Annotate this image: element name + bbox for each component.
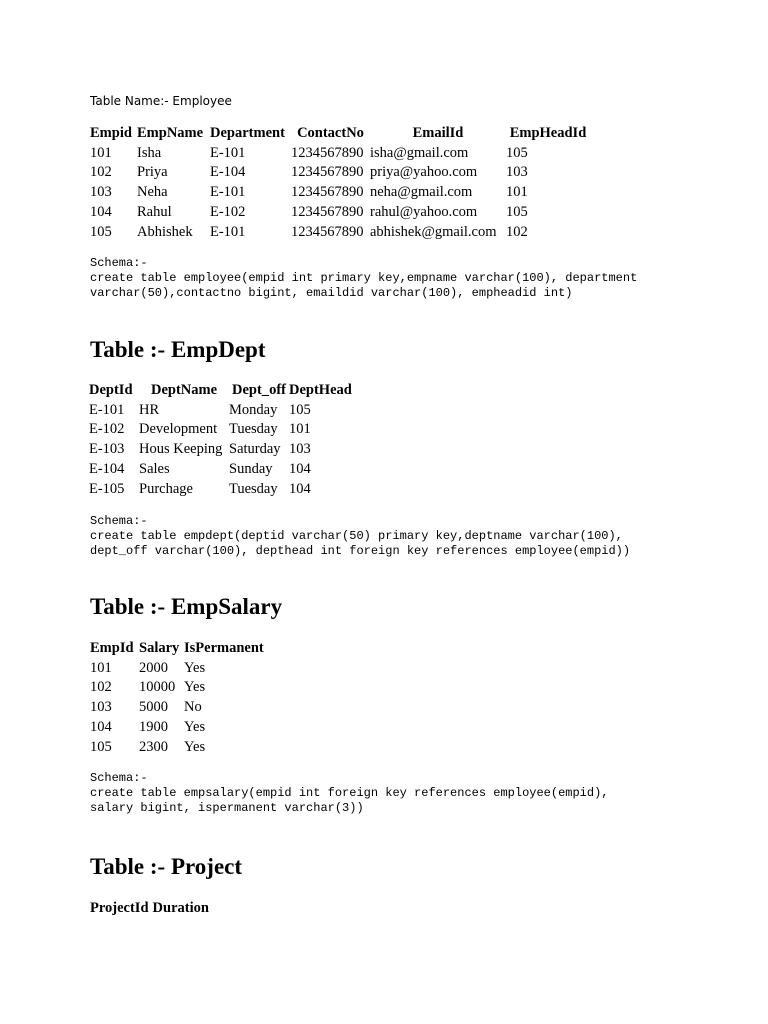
table-row (90, 659, 274, 679)
schema-line: varchar(50),contactno bigint, emaildid varchar(100), empheadid int) (90, 286, 573, 300)
table-cell: Neha (137, 184, 168, 201)
table-cell: neha@gmail.com (370, 184, 473, 201)
schema-line: create table employee(empid int primary key,empname varchar(100), department (90, 271, 638, 285)
table-header-row (89, 381, 353, 401)
employee-schema (90, 256, 637, 301)
schema-label: Schema:- (90, 771, 148, 785)
table-cell: 105 (289, 401, 311, 418)
project-table-title: Table :- Project (90, 854, 243, 879)
empsalary-schema (90, 771, 608, 816)
table-row (90, 223, 590, 243)
table-cell: E-104 (210, 164, 246, 181)
project-table (90, 899, 209, 919)
table-row (90, 183, 590, 203)
table-cell: E-101 (210, 144, 246, 161)
table-cell: 104 (289, 480, 311, 497)
table-cell: 104 (90, 718, 112, 735)
column-header: EmailId (412, 125, 464, 141)
table-cell: 1900 (139, 718, 168, 735)
table-row (89, 480, 353, 500)
schema-line: create table empsalary(empid int foreign key references employee(empid), (90, 786, 609, 800)
table-row (90, 203, 590, 223)
table-cell: 2300 (139, 738, 168, 755)
table-cell: Priya (137, 164, 168, 181)
column-header: IsPermanent (184, 640, 264, 656)
table-cell: 103 (289, 441, 311, 458)
table-cell: E-101 (210, 184, 246, 201)
table-cell: 101 (90, 144, 112, 161)
table-cell: 103 (90, 184, 112, 201)
schema-line: create table empdept(deptid varchar(50) primary key,deptname varchar(100), (90, 529, 623, 543)
table-cell: Development (139, 421, 218, 438)
table-cell: 102 (90, 679, 112, 696)
table-cell: 1234567890 (291, 144, 364, 161)
table-cell: 1234567890 (291, 184, 364, 201)
table-cell: 102 (90, 164, 112, 181)
table-row (90, 144, 590, 164)
table-cell: 105 (506, 203, 528, 220)
table-cell: 101 (289, 421, 311, 438)
column-header: ProjectId (90, 900, 149, 916)
table-cell: Yes (184, 679, 206, 696)
table-cell: Yes (184, 738, 206, 755)
table-row (89, 440, 353, 460)
table-header-row (90, 639, 274, 659)
empdept-table (89, 381, 353, 499)
table-header-row (90, 124, 590, 144)
table-row (90, 163, 590, 183)
table-cell: Tuesday (229, 480, 278, 497)
table-cell: rahul@yahoo.com (370, 203, 478, 220)
table-cell: Abhishek (137, 223, 193, 240)
table-row (89, 460, 353, 480)
table-cell: priya@yahoo.com (370, 164, 478, 181)
table-cell: E-101 (210, 223, 246, 240)
table-cell: E-101 (89, 401, 125, 418)
column-header: EmpId (90, 640, 134, 656)
table-cell: 105 (506, 144, 528, 161)
table-cell: abhishek@gmail.com (370, 223, 497, 240)
table-cell: E-104 (89, 460, 125, 477)
table-cell: Rahul (137, 203, 172, 220)
table-header-row (90, 899, 209, 919)
table-cell: 104 (289, 460, 311, 477)
table-cell: 105 (90, 223, 112, 240)
employee-table-title: Table Name:- Employee (90, 94, 232, 108)
schema-label: Schema:- (90, 256, 148, 270)
table-cell: 102 (506, 223, 528, 240)
column-header: Dept_off (232, 382, 286, 398)
column-header: Department (210, 125, 285, 141)
table-row (89, 420, 353, 440)
table-row (90, 678, 274, 698)
table-cell: E-102 (89, 421, 125, 438)
table-row (90, 738, 274, 758)
column-header: EmpName (137, 125, 204, 141)
empsalary-table-title: Table :- EmpSalary (90, 594, 283, 619)
column-header: EmpHeadId (509, 125, 587, 141)
table-row (90, 718, 274, 738)
table-cell: Isha (137, 144, 162, 161)
table-cell: E-103 (89, 441, 125, 458)
table-row (90, 698, 274, 718)
table-cell: 1234567890 (291, 223, 364, 240)
table-cell: Sales (139, 460, 170, 477)
table-row (89, 401, 353, 421)
column-header: ContactNo (297, 125, 364, 141)
table-cell: Tuesday (229, 421, 278, 438)
column-header: DeptHead (289, 382, 352, 398)
table-cell: 101 (90, 659, 112, 676)
table-cell: 10000 (139, 679, 176, 696)
column-header: Empid (90, 125, 132, 141)
table-cell: Sunday (229, 460, 273, 477)
table-cell: Purchage (139, 480, 193, 497)
employee-table (90, 124, 590, 242)
table-cell: Yes (184, 659, 206, 676)
column-header: Salary (139, 640, 180, 656)
table-cell: 103 (90, 699, 112, 716)
column-header: Duration (152, 900, 209, 916)
table-cell: 103 (506, 164, 528, 181)
schema-line: salary bigint, ispermanent varchar(3)) (90, 801, 364, 815)
empdept-table-title: Table :- EmpDept (90, 337, 266, 362)
empdept-schema (90, 514, 630, 559)
table-cell: Monday (229, 401, 278, 418)
table-cell: 2000 (139, 659, 168, 676)
table-cell: HR (139, 401, 160, 418)
table-cell: No (184, 699, 202, 716)
table-cell: 1234567890 (291, 203, 364, 220)
table-cell: 104 (90, 203, 112, 220)
table-cell: E-105 (89, 480, 125, 497)
table-cell: Hous Keeping (139, 441, 223, 458)
table-cell: Yes (184, 718, 206, 735)
schema-label: Schema:- (90, 514, 148, 528)
table-cell: 105 (90, 738, 112, 755)
column-header: DeptName (150, 382, 218, 398)
table-cell: isha@gmail.com (370, 144, 469, 161)
empsalary-table (90, 639, 274, 757)
column-header: DeptId (89, 382, 133, 398)
table-cell: 101 (506, 184, 528, 201)
table-cell: E-102 (210, 203, 246, 220)
table-cell: Saturday (229, 441, 281, 458)
table-cell: 5000 (139, 699, 168, 716)
table-cell: 1234567890 (291, 164, 364, 181)
schema-line: dept_off varchar(100), depthead int foreign key references employee(empid)) (90, 544, 631, 558)
